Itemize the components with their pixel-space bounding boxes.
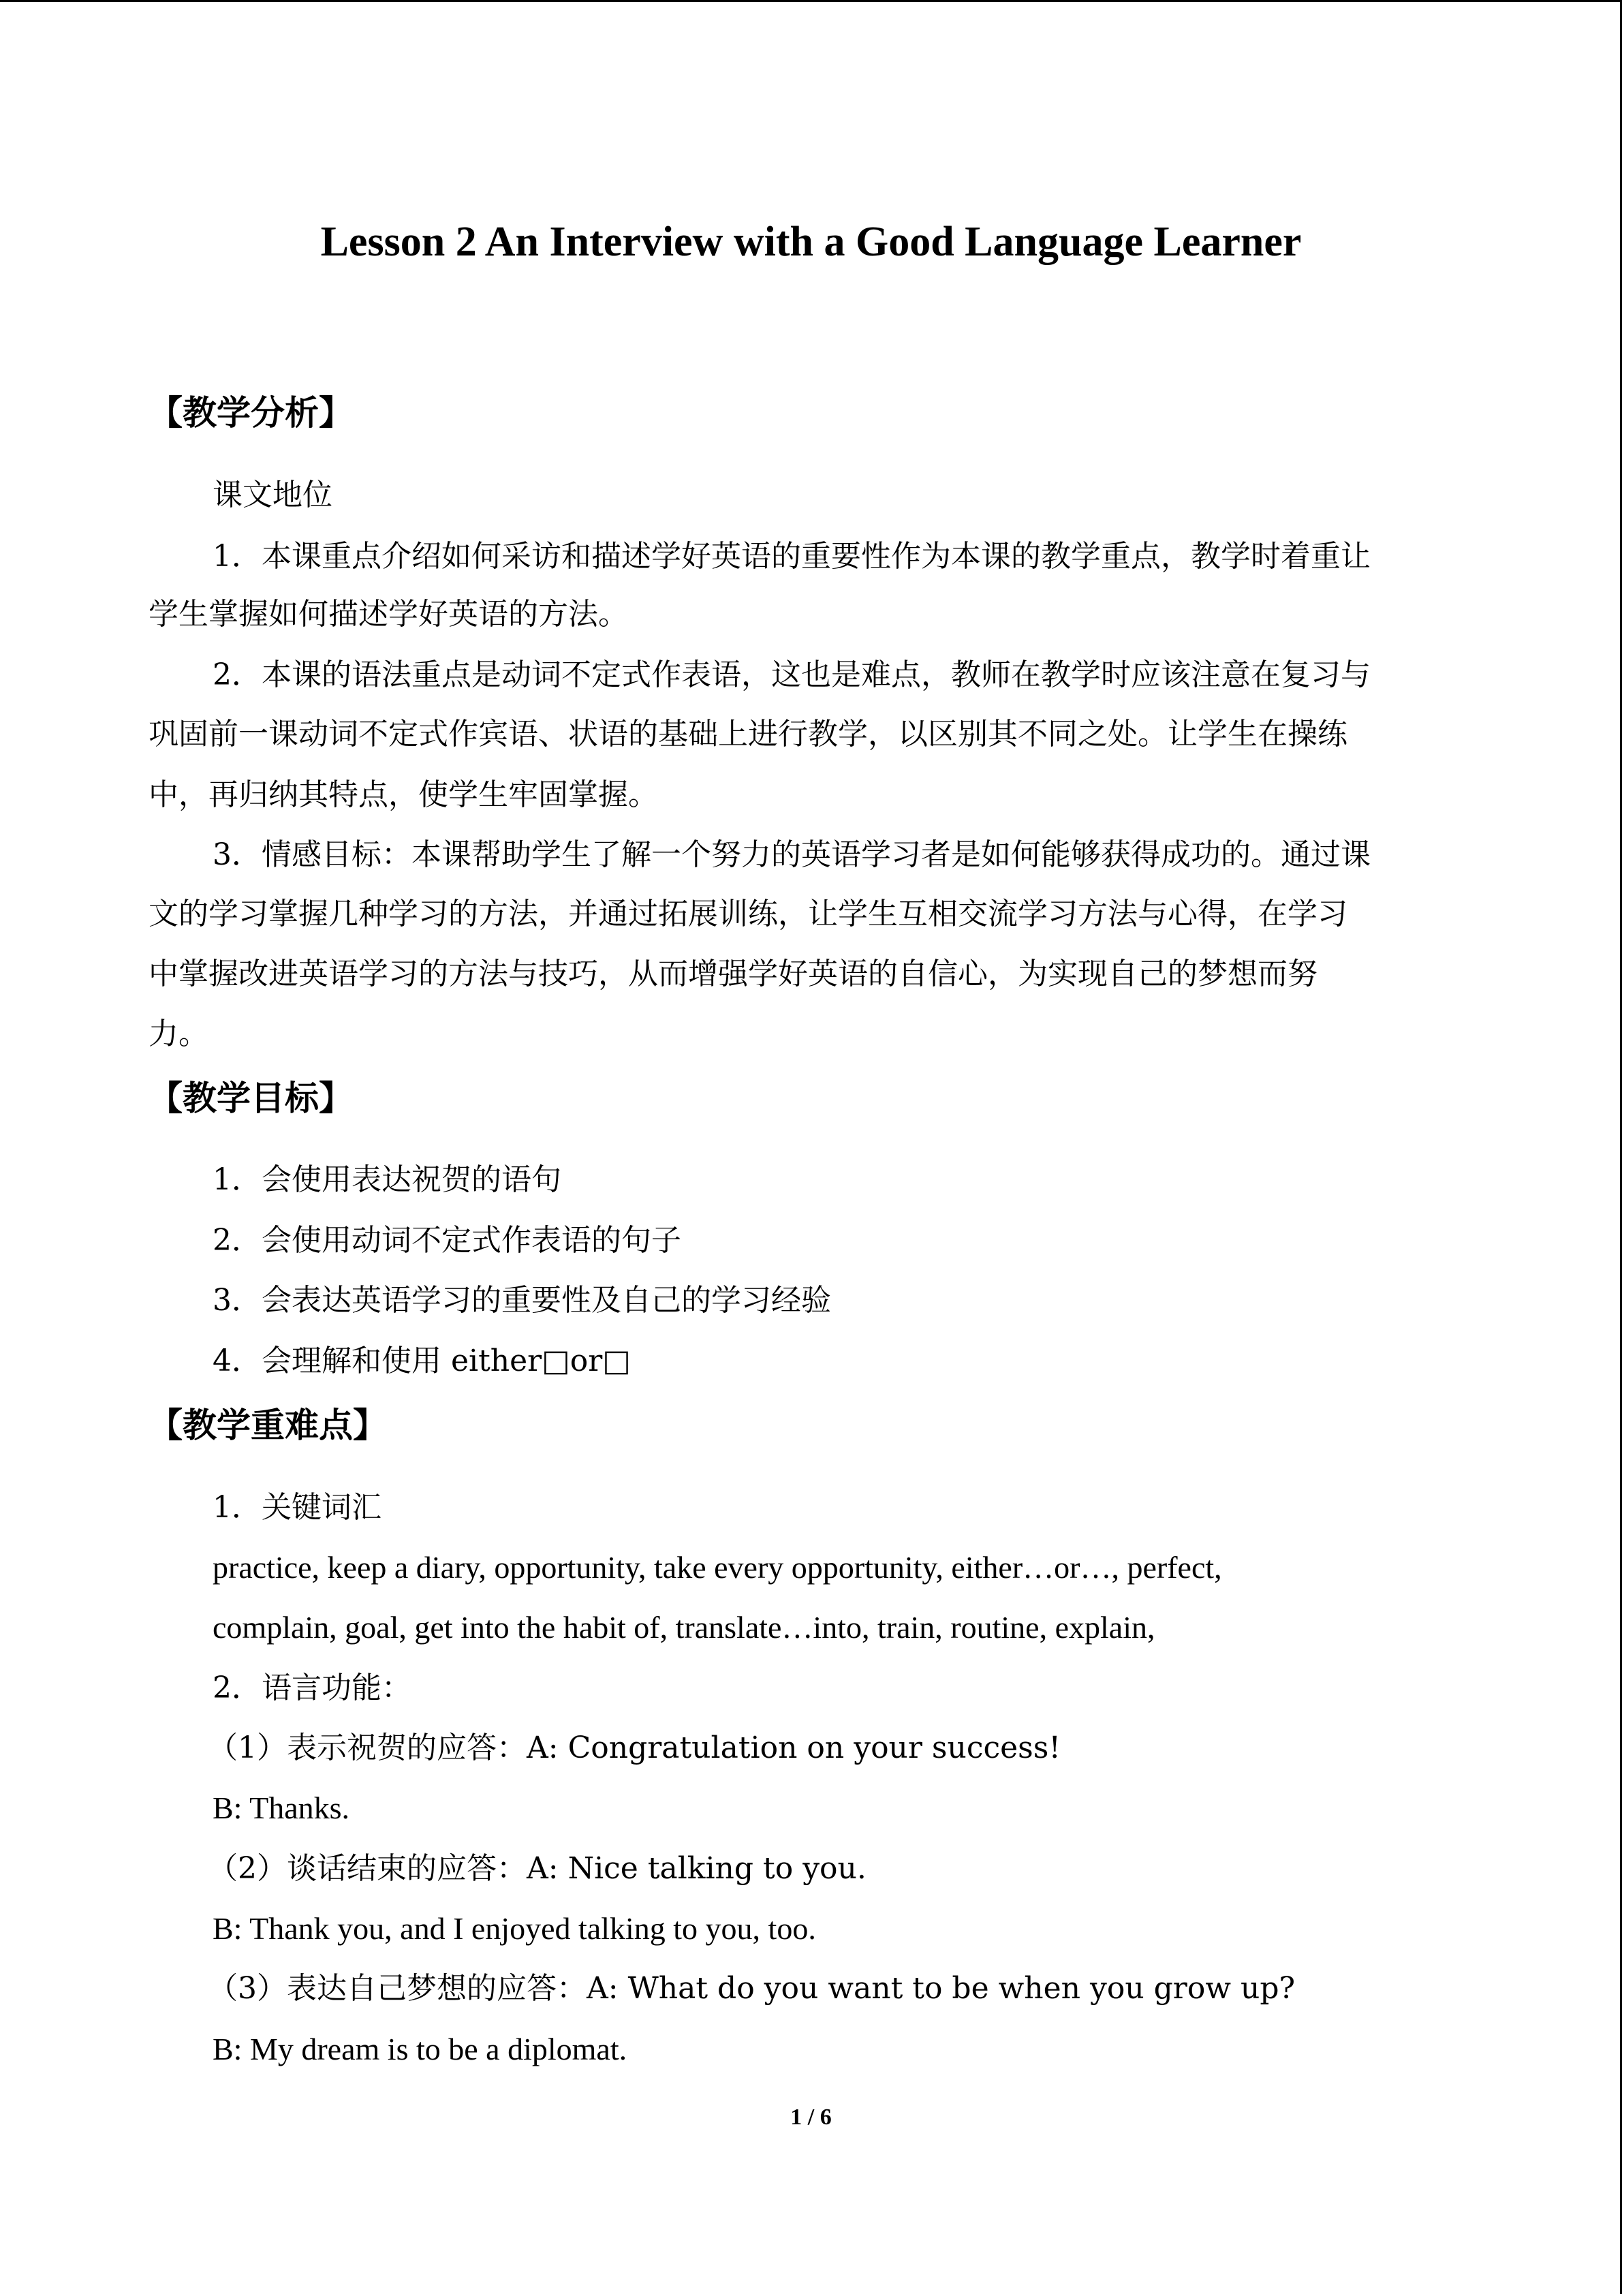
goal-item-1: 1．会使用表达祝贺的语句: [213, 1162, 561, 1197]
analysis-paragraph-1-line-2: 学生掌握如何描述学好英语的方法。: [149, 597, 628, 632]
section-heading-analysis: 【教学分析】: [149, 393, 353, 433]
goal-item-2: 2．会使用动词不定式作表语的句子: [213, 1223, 681, 1258]
analysis-paragraph-2-line-3: 中，再归纳其特点，使学生牢固掌握。: [149, 777, 658, 812]
analysis-paragraph-2-line-2: 巩固前一课动词不定式作宾语、状语的基础上进行教学，以区别其不同之处。让学生在操练: [149, 717, 1347, 751]
function-1-question: （1）表示祝贺的应答：A: Congratulation on your success!: [208, 1731, 1061, 1765]
section-heading-goals: 【教学目标】: [149, 1079, 353, 1118]
analysis-paragraph-3-line-2: 文的学习掌握几种学习的方法，并通过拓展训练，让学生互相交流学习方法与心得，在学习: [149, 897, 1347, 931]
analysis-paragraph-2-line-1: 2．本课的语法重点是动词不定式作表语，这也是难点，教师在教学时应该注意在复习与: [213, 657, 1371, 692]
function-2-answer: B: Thank you, and I enjoyed talking to you, too.: [213, 1911, 816, 1946]
vocab-line-2: complain, goal, get into the habit of, translate…into, train, routine, explain,: [213, 1610, 1155, 1645]
analysis-paragraph-3-line-1: 3．情感目标：本课帮助学生了解一个努力的英语学习者是如何能够获得成功的。通过课: [213, 837, 1371, 872]
vocab-label: 1．关键词汇: [213, 1490, 381, 1525]
function-label: 2．语言功能：: [213, 1671, 411, 1705]
function-1-answer: B: Thanks.: [213, 1790, 350, 1825]
page-number: 1 / 6: [790, 2105, 832, 2130]
function-2-question: （2）谈话结束的应答：A: Nice talking to you.: [208, 1851, 867, 1886]
function-3-question: （3）表达自己梦想的应答：A: What do you want to be when you grow up?: [208, 1971, 1296, 2006]
goal-item-4: 4．会理解和使用 either□or□: [213, 1344, 631, 1378]
section-heading-key-points: 【教学重难点】: [149, 1406, 387, 1445]
analysis-paragraph-3-line-4: 力。: [149, 1017, 208, 1051]
document-title: Lesson 2 An Interview with a Good Language Learner: [320, 219, 1302, 265]
analysis-paragraph-1-line-1: 1．本课重点介绍如何采访和描述学好英语的重要性作为本课的教学重点，教学时着重让: [213, 539, 1371, 574]
document-page: [0, 2, 1622, 2296]
goal-item-3: 3．会表达英语学习的重要性及自己的学习经验: [213, 1283, 831, 1318]
analysis-subheading: 课文地位: [213, 478, 332, 512]
vocab-line-1: practice, keep a diary, opportunity, take every opportunity, either…or…, perfect,: [213, 1550, 1222, 1585]
function-3-answer: B: My dream is to be a diplomat.: [213, 2032, 627, 2066]
analysis-paragraph-3-line-3: 中掌握改进英语学习的方法与技巧，从而增强学好英语的自信心，为实现自己的梦想而努: [149, 957, 1317, 991]
